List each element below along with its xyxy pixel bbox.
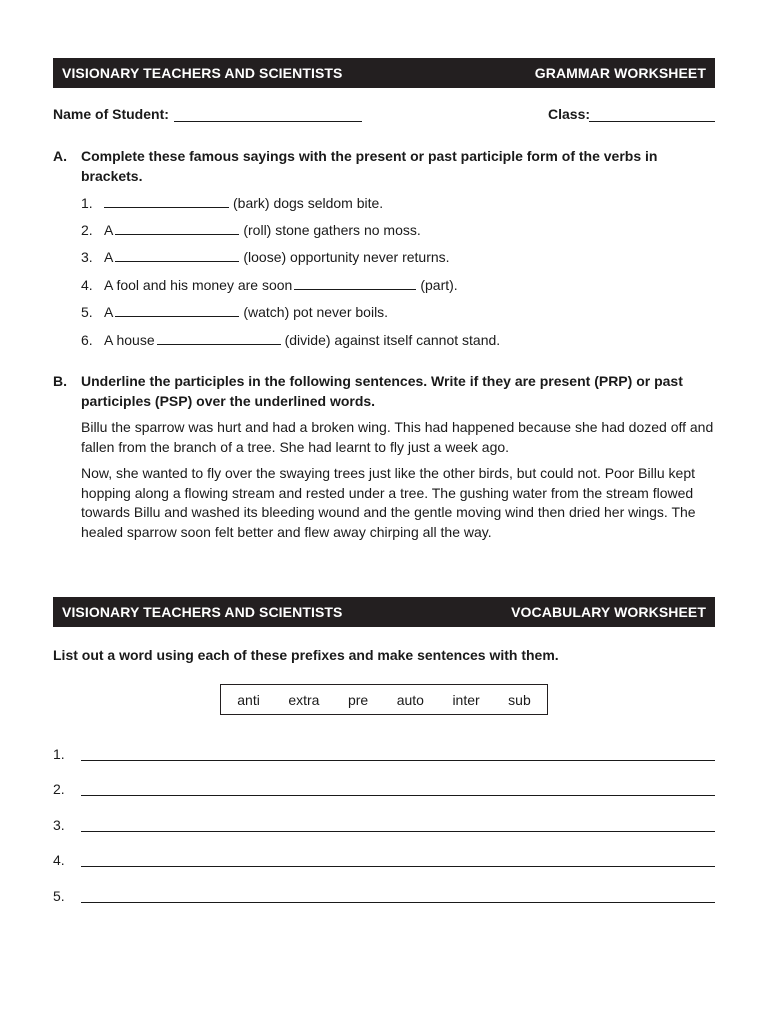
item-text-before: A [104, 249, 114, 265]
answer-blank[interactable] [294, 275, 416, 290]
header-worksheet-type: VOCABULARY WORKSHEET [511, 604, 706, 620]
line-number: 1. [53, 746, 65, 762]
answer-line-row [53, 817, 715, 837]
answer-blank[interactable] [115, 220, 239, 235]
student-name-label: Name of Student: [53, 106, 169, 122]
header-worksheet-type: GRAMMAR WORKSHEET [534, 65, 706, 81]
list-item [81, 193, 383, 213]
item-number: 2. [81, 222, 93, 238]
answer-blank[interactable] [115, 302, 239, 317]
item-number: 6. [81, 332, 93, 348]
item-text-before: A [104, 304, 114, 320]
line-number: 3. [53, 817, 65, 833]
line-number: 2. [53, 781, 65, 797]
item-text-after: (loose) opportunity never returns. [243, 249, 450, 265]
answer-blank[interactable] [115, 247, 239, 262]
line-number: 5. [53, 888, 65, 904]
student-name-field[interactable] [174, 121, 362, 122]
worksheet-header-grammar [53, 58, 715, 88]
answer-line-row [53, 888, 715, 908]
answer-line-row [53, 746, 715, 766]
item-number: 4. [81, 277, 93, 293]
section-b-instruction: Underline the participles in the following sentences. Write if they are present (PRP) or past participles (PSP) over the underlined words. [81, 373, 683, 409]
section-a-letter: A. [53, 148, 67, 164]
item-text-after: (divide) against itself cannot stand. [284, 332, 501, 348]
section-a-instruction: Complete these famous sayings with the present or past participle form of the verbs in brackets. [81, 148, 658, 184]
section-b-heading [53, 371, 715, 411]
passage-paragraph: Billu the sparrow was hurt and had a broken wing. This had happened because she had dozed off and fallen from the branch of a tree. She had learnt to fly just a week ago. [81, 419, 714, 455]
answer-line-row [53, 852, 715, 872]
answer-line[interactable] [81, 760, 715, 761]
prefix-word: auto [396, 691, 424, 708]
section-b-letter: B. [53, 373, 67, 389]
header-org-title: VISIONARY TEACHERS AND SCIENTISTS [62, 604, 343, 620]
item-number: 5. [81, 304, 93, 320]
item-number: 1. [81, 195, 93, 211]
item-text-after: (roll) stone gathers no moss. [243, 222, 421, 238]
list-item [81, 302, 388, 322]
class-label: Class: [548, 106, 591, 122]
item-text-before: A fool and his money are soon [104, 277, 293, 293]
item-text-after: (part). [420, 277, 458, 293]
list-item [81, 247, 450, 267]
line-number: 4. [53, 852, 65, 868]
prefix-word: sub [508, 691, 531, 708]
answer-blank[interactable] [104, 193, 229, 208]
item-text-after: (bark) dogs seldom bite. [233, 195, 384, 211]
section-a-heading [53, 146, 715, 186]
vocab-instruction: List out a word using each of these prefixes and make sentences with them. [53, 647, 559, 663]
prefix-word: extra [288, 691, 320, 708]
class-field[interactable] [589, 121, 715, 122]
header-org-title: VISIONARY TEACHERS AND SCIENTISTS [62, 65, 343, 81]
prefix-word: anti [237, 691, 260, 708]
passage-paragraph: Now, she wanted to fly over the swaying trees just like the other birds, but could not. Poor Billu kept hopping along a flowing stream and rested under a tree. The gushing water from the stream flowed towards Billu and washed its bleeding wound and the gentle moving wind then dried her wings. The healed sparrow soon felt better and flew away chirping all the way. [81, 465, 696, 540]
answer-line[interactable] [81, 795, 715, 796]
list-item [81, 275, 458, 295]
answer-line[interactable] [81, 902, 715, 903]
prefix-word: inter [452, 691, 480, 708]
answer-blank[interactable] [157, 330, 281, 345]
item-number: 3. [81, 249, 93, 265]
student-info-row [53, 106, 715, 126]
prefix-box [220, 684, 548, 715]
list-item [81, 220, 421, 240]
prefix-word: pre [347, 691, 369, 708]
item-text-before: A house [104, 332, 155, 348]
answer-line-row [53, 781, 715, 801]
item-text-after: (watch) pot never boils. [243, 304, 389, 320]
list-item [81, 330, 500, 350]
worksheet-header-vocabulary [53, 597, 715, 627]
item-text-before: A [104, 222, 114, 238]
answer-line[interactable] [81, 866, 715, 867]
answer-line[interactable] [81, 831, 715, 832]
